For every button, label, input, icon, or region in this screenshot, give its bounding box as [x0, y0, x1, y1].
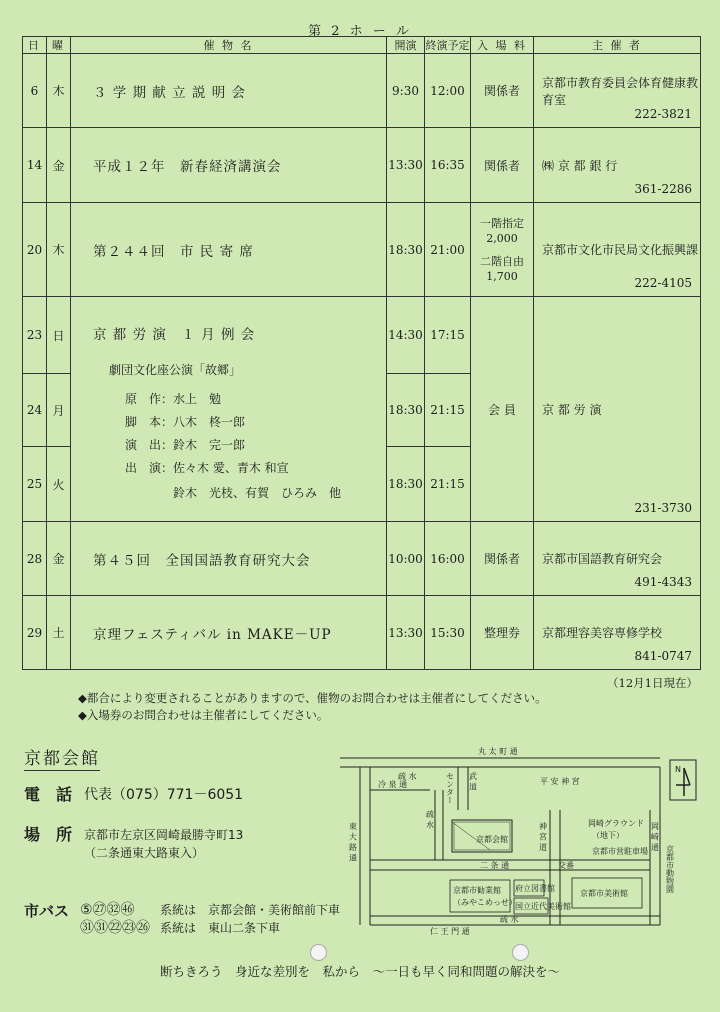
map-budo: 武 道 — [468, 772, 478, 791]
map-kangyokan: 京都市勧業館 — [453, 886, 501, 895]
row-start: 9:30 — [387, 54, 425, 128]
organizer-name: ㈱ 京 都 銀 行 — [542, 158, 618, 173]
row-weekday: 土 — [47, 596, 71, 670]
row-event: 京 都 労 演 １ 月 例 会 — [93, 327, 256, 343]
organizer-phone: 491-4343 — [634, 575, 692, 589]
address-line-1: 京都市左京区岡崎最勝寺町13 — [84, 828, 244, 842]
map-sosui-2: 疏 水 — [425, 810, 435, 829]
organizer-name: 京都理容美容専修学校 — [542, 626, 663, 640]
row-event: ３ 学 期 献 立 説 明 会 — [71, 54, 387, 128]
table-row — [23, 297, 701, 374]
row-end: 21:15 — [425, 374, 471, 447]
row-organizer — [534, 297, 701, 522]
organizer-name: 京都市教育委員会体育健康教育室 — [542, 75, 699, 107]
row-admission: 関係者 — [471, 128, 534, 203]
map-jingu: 神 宮 道 — [538, 822, 548, 852]
map-nijo: 二 条 通 — [480, 861, 510, 870]
map-north-label: N — [675, 765, 681, 774]
row-weekday: 火 — [47, 447, 71, 522]
organizer-phone: 222-4105 — [634, 276, 692, 290]
admission-floor2: 二階自由 — [480, 254, 524, 268]
row-organizer — [534, 128, 701, 203]
row-day: 23 — [23, 297, 47, 374]
credit-script: 脚 本：八木 柊一郎 — [125, 415, 246, 429]
organizer-phone: 222-3821 — [634, 107, 692, 121]
table-row — [23, 203, 701, 297]
slogan: 断ちきろう 身近な差別を 私から ～一日も早く同和問題の解決を～ — [159, 964, 560, 979]
row-end: 15:30 — [425, 596, 471, 670]
row-start: 18:30 — [387, 203, 425, 297]
map-parking: 京都市営駐車場 — [592, 847, 648, 856]
row-day: 28 — [23, 522, 47, 596]
access-map — [340, 730, 700, 935]
row-admission: 会 員 — [471, 297, 534, 522]
admission-floor1-price: 2,000 — [486, 231, 518, 245]
map-marutamachi: 丸 太 町 通 — [478, 747, 518, 756]
row-event: 京理フェスティバル in MAKE－UP — [71, 596, 387, 670]
organizer-phone: 231-3730 — [634, 501, 692, 515]
map-kaikan: 京都会館 — [476, 835, 508, 844]
header-end: 終演予定 — [425, 37, 471, 54]
tel-label: 電 話 — [24, 785, 73, 804]
organizer-name: 京都市文化市民局文化振興課 — [542, 243, 699, 257]
row-weekday: 木 — [47, 203, 71, 297]
header-organizer: 主 催 者 — [534, 37, 701, 54]
bus-stop-1: 系統は 京都会館・美術館前下車 — [160, 903, 341, 917]
bus-label: 市バス — [24, 902, 70, 920]
header-weekday: 曜 — [47, 37, 71, 54]
map-museum-city: 京都市美術館 — [580, 889, 628, 898]
row-day: 24 — [23, 374, 47, 447]
row-day: 25 — [23, 447, 47, 522]
row-start: 10:00 — [387, 522, 425, 596]
organizer-name: 京 都 労 演 — [542, 402, 602, 417]
row-weekday: 金 — [47, 128, 71, 203]
row-day: 14 — [23, 128, 47, 203]
punch-hole-right — [512, 944, 529, 961]
row-weekday: 月 — [47, 374, 71, 447]
row-start: 14:30 — [387, 297, 425, 374]
header-start: 開演 — [387, 37, 425, 54]
schedule-table — [22, 36, 701, 670]
map-center: センター — [445, 772, 455, 804]
map-library: 府立図書館 — [515, 884, 555, 893]
row-start: 18:30 — [387, 447, 425, 522]
bus-routes-2: ㉛㉛㉒㉓㉖ — [80, 920, 150, 936]
punch-hole-left — [310, 944, 327, 961]
hall-title: 第 2 ホ ー ル — [308, 24, 412, 39]
row-day: 6 — [23, 54, 47, 128]
header-day: 日 — [23, 37, 47, 54]
troupe-name: 劇団文化座公演「故郷」 — [109, 363, 242, 377]
note-tickets: ◆入場券のお問合わせは主催者にしてください。 — [78, 708, 329, 722]
map-okazaki-ground: 岡崎グラウンド — [588, 819, 644, 828]
credit-cast: 出 演：佐々木 愛、青木 和宣 — [125, 461, 289, 475]
row-organizer — [534, 522, 701, 596]
admission-floor2-price: 1,700 — [486, 269, 518, 283]
row-day: 20 — [23, 203, 47, 297]
row-admission — [471, 203, 534, 297]
row-admission: 整理券 — [471, 596, 534, 670]
row-end: 16:00 — [425, 522, 471, 596]
map-miyako: （みやこめっせ） — [453, 898, 517, 907]
row-event: 平成１２年 新春経済講演会 — [71, 128, 387, 203]
venue-name: 京都会館 — [24, 744, 100, 771]
header-admission: 入 場 料 — [471, 37, 534, 54]
row-start: 13:30 — [387, 128, 425, 203]
credit-director: 演 出：鈴木 完一郎 — [125, 438, 246, 452]
table-row — [23, 128, 701, 203]
row-end: 21:00 — [425, 203, 471, 297]
table-row — [23, 596, 701, 670]
row-weekday: 金 — [47, 522, 71, 596]
address-line-2: （二条通東大路東入） — [84, 846, 205, 860]
organizer-phone: 841-0747 — [634, 649, 692, 663]
row-start: 18:30 — [387, 374, 425, 447]
row-day: 29 — [23, 596, 47, 670]
map-niomon: 仁 王 門 通 — [430, 927, 470, 935]
map-kousaten: 交番 — [558, 861, 574, 870]
row-end: 17:15 — [425, 297, 471, 374]
row-event: 第４５回 全国国語教育研究大会 — [71, 522, 387, 596]
map-okazaki-dori: 岡 崎 通 — [650, 822, 660, 852]
row-organizer — [534, 596, 701, 670]
row-event-rouen — [71, 297, 387, 522]
row-organizer — [534, 54, 701, 128]
map-chika: （地下） — [592, 831, 624, 840]
row-organizer — [534, 203, 701, 297]
map-reisen: 冷 泉 通 — [378, 780, 408, 789]
row-weekday: 木 — [47, 54, 71, 128]
map-heian: 平 安 神 宮 — [540, 777, 580, 786]
tel-value: 代表（075）771－6051 — [84, 787, 244, 803]
bus-routes-1: ⑤㉗㉜㊻ — [80, 902, 135, 918]
row-start: 13:30 — [387, 596, 425, 670]
row-end: 21:15 — [425, 447, 471, 522]
bus-stop-2: 系統は 東山二条下車 — [160, 921, 281, 935]
note-inquiry: ◆都合により変更されることがありますので、催物のお問合わせは主催者にしてください。 — [78, 691, 547, 705]
map-museum-modern: 国立近代美術館 — [515, 902, 571, 911]
row-event: 第２４４回 市 民 寄 席 — [71, 203, 387, 297]
as-of-date: （12月1日現在） — [607, 676, 698, 690]
map-zoo: 京都市動物園 — [665, 845, 675, 893]
credit-cast-2: 鈴木 光枝、有賀 ひろみ 他 — [173, 486, 342, 500]
row-admission: 関係者 — [471, 54, 534, 128]
row-end: 16:35 — [425, 128, 471, 203]
address-label: 場 所 — [24, 825, 73, 844]
credit-original: 原 作：水上 勉 — [125, 392, 222, 406]
table-row — [23, 54, 701, 128]
row-admission: 関係者 — [471, 522, 534, 596]
map-sosui-1: 疏 水 — [398, 772, 417, 781]
organizer-name: 京都市国語教育研究会 — [542, 552, 663, 566]
map-higashioji: 東 大 路 通 — [348, 822, 358, 862]
row-weekday: 日 — [47, 297, 71, 374]
admission-floor1: 一階指定 — [480, 216, 524, 230]
row-end: 12:00 — [425, 54, 471, 128]
table-row — [23, 522, 701, 596]
organizer-phone: 361-2286 — [634, 182, 692, 196]
map-sosui-3: 疏 水 — [500, 915, 519, 924]
header-event: 催 物 名 — [71, 37, 387, 54]
